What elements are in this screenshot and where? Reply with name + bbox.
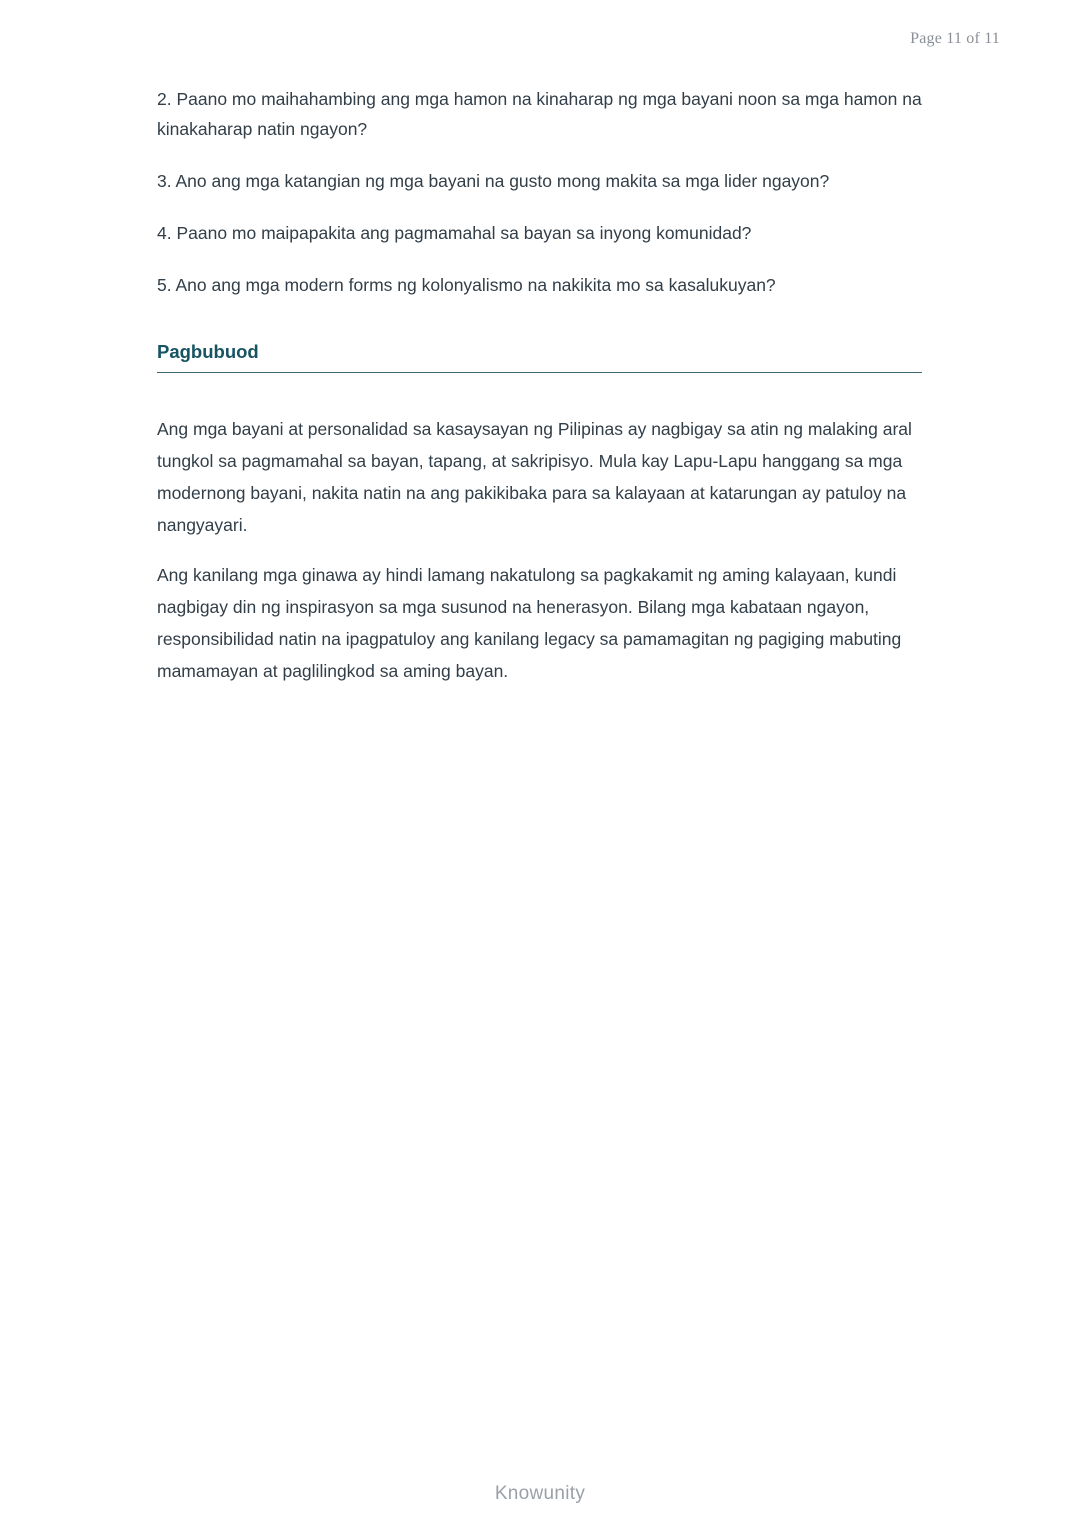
section-divider <box>157 372 922 373</box>
summary-paragraph-2: Ang kanilang mga ginawa ay hindi lamang nakatulong sa pagkakamit ng aming kalayaan, kundi nagbigay din ng inspirasyon sa mga susunod na henerasyon. Bilang mga kabataan ngayon, responsibilidad natin na ipagpatuloy ang kanilang legacy sa pamamagitan ng pagiging mabuting mamamayan at paglilingkod sa aming bayan. <box>157 565 902 681</box>
footer-brand: Knowunity <box>494 1483 586 1504</box>
question-5: 5. Ano ang mga modern forms ng kolonyalismo na nakikita mo sa kasalukuyan? <box>157 275 776 295</box>
question-3: 3. Ano ang mga katangian ng mga bayani na gusto mong makita sa mga lider ngayon? <box>157 171 830 191</box>
section-heading-pagbubuod: Pagbubuod <box>157 341 259 362</box>
page-number: Page 11 of 11 <box>910 30 1000 47</box>
question-4: 4. Paano mo maipapakita ang pagmamahal sa bayan sa inyong komunidad? <box>157 223 752 243</box>
summary-paragraph-1: Ang mga bayani at personalidad sa kasaysayan ng Pilipinas ay nagbigay sa atin ng malaking aral tungkol sa pagmamahal sa bayan, tapang, at sakripisyo. Mula kay Lapu-Lapu hanggang sa mga modernong bayani, nakita natin na ang pakikibaka para sa kalayaan at katarungan ay patuloy na nangyayari. <box>157 419 912 535</box>
question-2: 2. Paano mo maihahambing ang mga hamon na kinaharap ng mga bayani noon sa mga hamon na kinakaharap natin ngayon? <box>157 89 922 139</box>
document-content <box>157 84 922 687</box>
